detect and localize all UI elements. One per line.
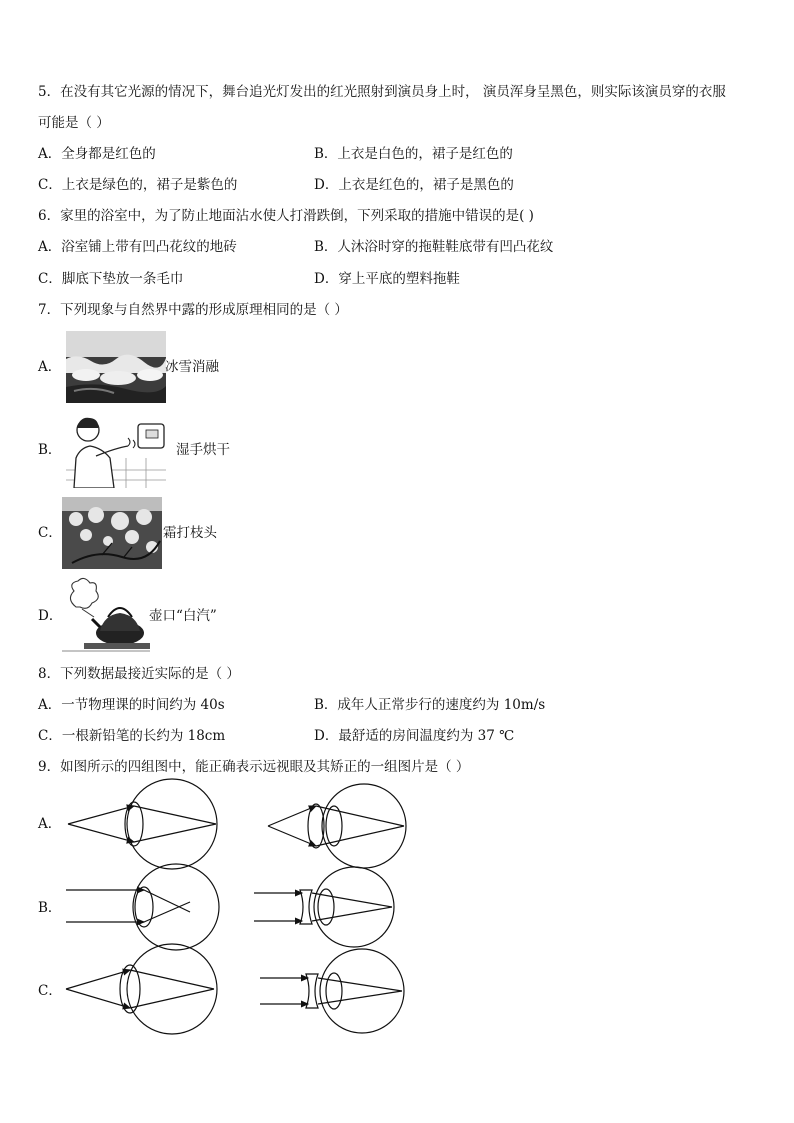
q5-option-a[interactable]: A．全身都是红色的 [38,146,156,162]
q6-option-b[interactable]: B．人沐浴时穿的拖鞋鞋底带有凹凸花纹 [314,239,554,255]
q5-option-c[interactable]: C．上衣是绿色的，裙子是紫色的 [38,177,238,193]
q7-option-d-caption: 壶口“白汽” [149,608,217,624]
q9-option-a-letter[interactable]: A． [38,816,62,832]
q7-option-d-letter[interactable]: D． [38,608,63,624]
q6-stem: 6．家里的浴室中，为了防止地面沾水使人打滑跌倒，下列采取的措施中错误的是( ) [38,208,534,224]
q9-option-b-letter[interactable]: B． [38,900,62,916]
q5-option-b[interactable]: B．上衣是白色的，裙子是红色的 [314,146,513,162]
q6-option-c[interactable]: C．脚底下垫放一条毛巾 [38,271,184,287]
eye-diagram-a-right [268,784,406,868]
q5-option-d[interactable]: D．上衣是红色的，裙子是黑色的 [314,177,514,193]
q8-option-b[interactable]: B．成年人正常步行的速度约为 10m/s [314,697,546,713]
q7-option-c-caption: 霜打枝头 [163,525,217,541]
eye-diagram-c-left [66,944,217,1034]
q8-option-c[interactable]: C．一根新铅笔的长约为 18cm [38,728,226,744]
q9-stem: 9．如图所示的四组图中，能正确表示远视眼及其矫正的一组图片是（ ） [38,759,470,775]
eye-diagram-c-right [260,949,404,1033]
q7-image-frost-branch [62,497,162,569]
eye-diagram-b-right [254,867,394,947]
eye-diagram-a-left [68,779,217,869]
q8-stem: 8．下列数据最接近实际的是（ ） [38,666,240,682]
q7-image-melting-snow [66,331,166,403]
q8-option-a[interactable]: A．一节物理课的时间约为 40s [38,697,225,713]
q6-option-d[interactable]: D．穿上平底的塑料拖鞋 [314,271,460,287]
q7-option-a-letter[interactable]: A． [38,359,62,375]
q7-image-hand-dryer [66,410,166,488]
q5-stem-line1: 5．在没有其它光源的情况下，舞台追光灯发出的红光照射到演员身上时， 演员浑身呈黑色，则实际该演员穿的衣服 [38,84,726,100]
q9-option-c-letter[interactable]: C． [38,983,62,999]
q6-option-a[interactable]: A．浴室铺上带有凹凸花纹的地砖 [38,239,237,255]
q7-stem: 7．下列现象与自然界中露的形成原理相同的是（ ） [38,302,348,318]
eye-diagram-b-left [66,864,219,950]
q7-option-a-caption: 冰雪消融 [165,359,219,375]
q7-option-b-letter[interactable]: B． [38,442,62,458]
q7-option-c-letter[interactable]: C． [38,525,62,541]
q7-image-kettle-steam [62,577,150,653]
q5-stem-line2: 可能是（ ） [38,115,110,131]
q8-option-d[interactable]: D．最舒适的房间温度约为 37 ℃ [314,728,515,744]
q7-option-b-caption: 湿手烘干 [176,442,230,458]
